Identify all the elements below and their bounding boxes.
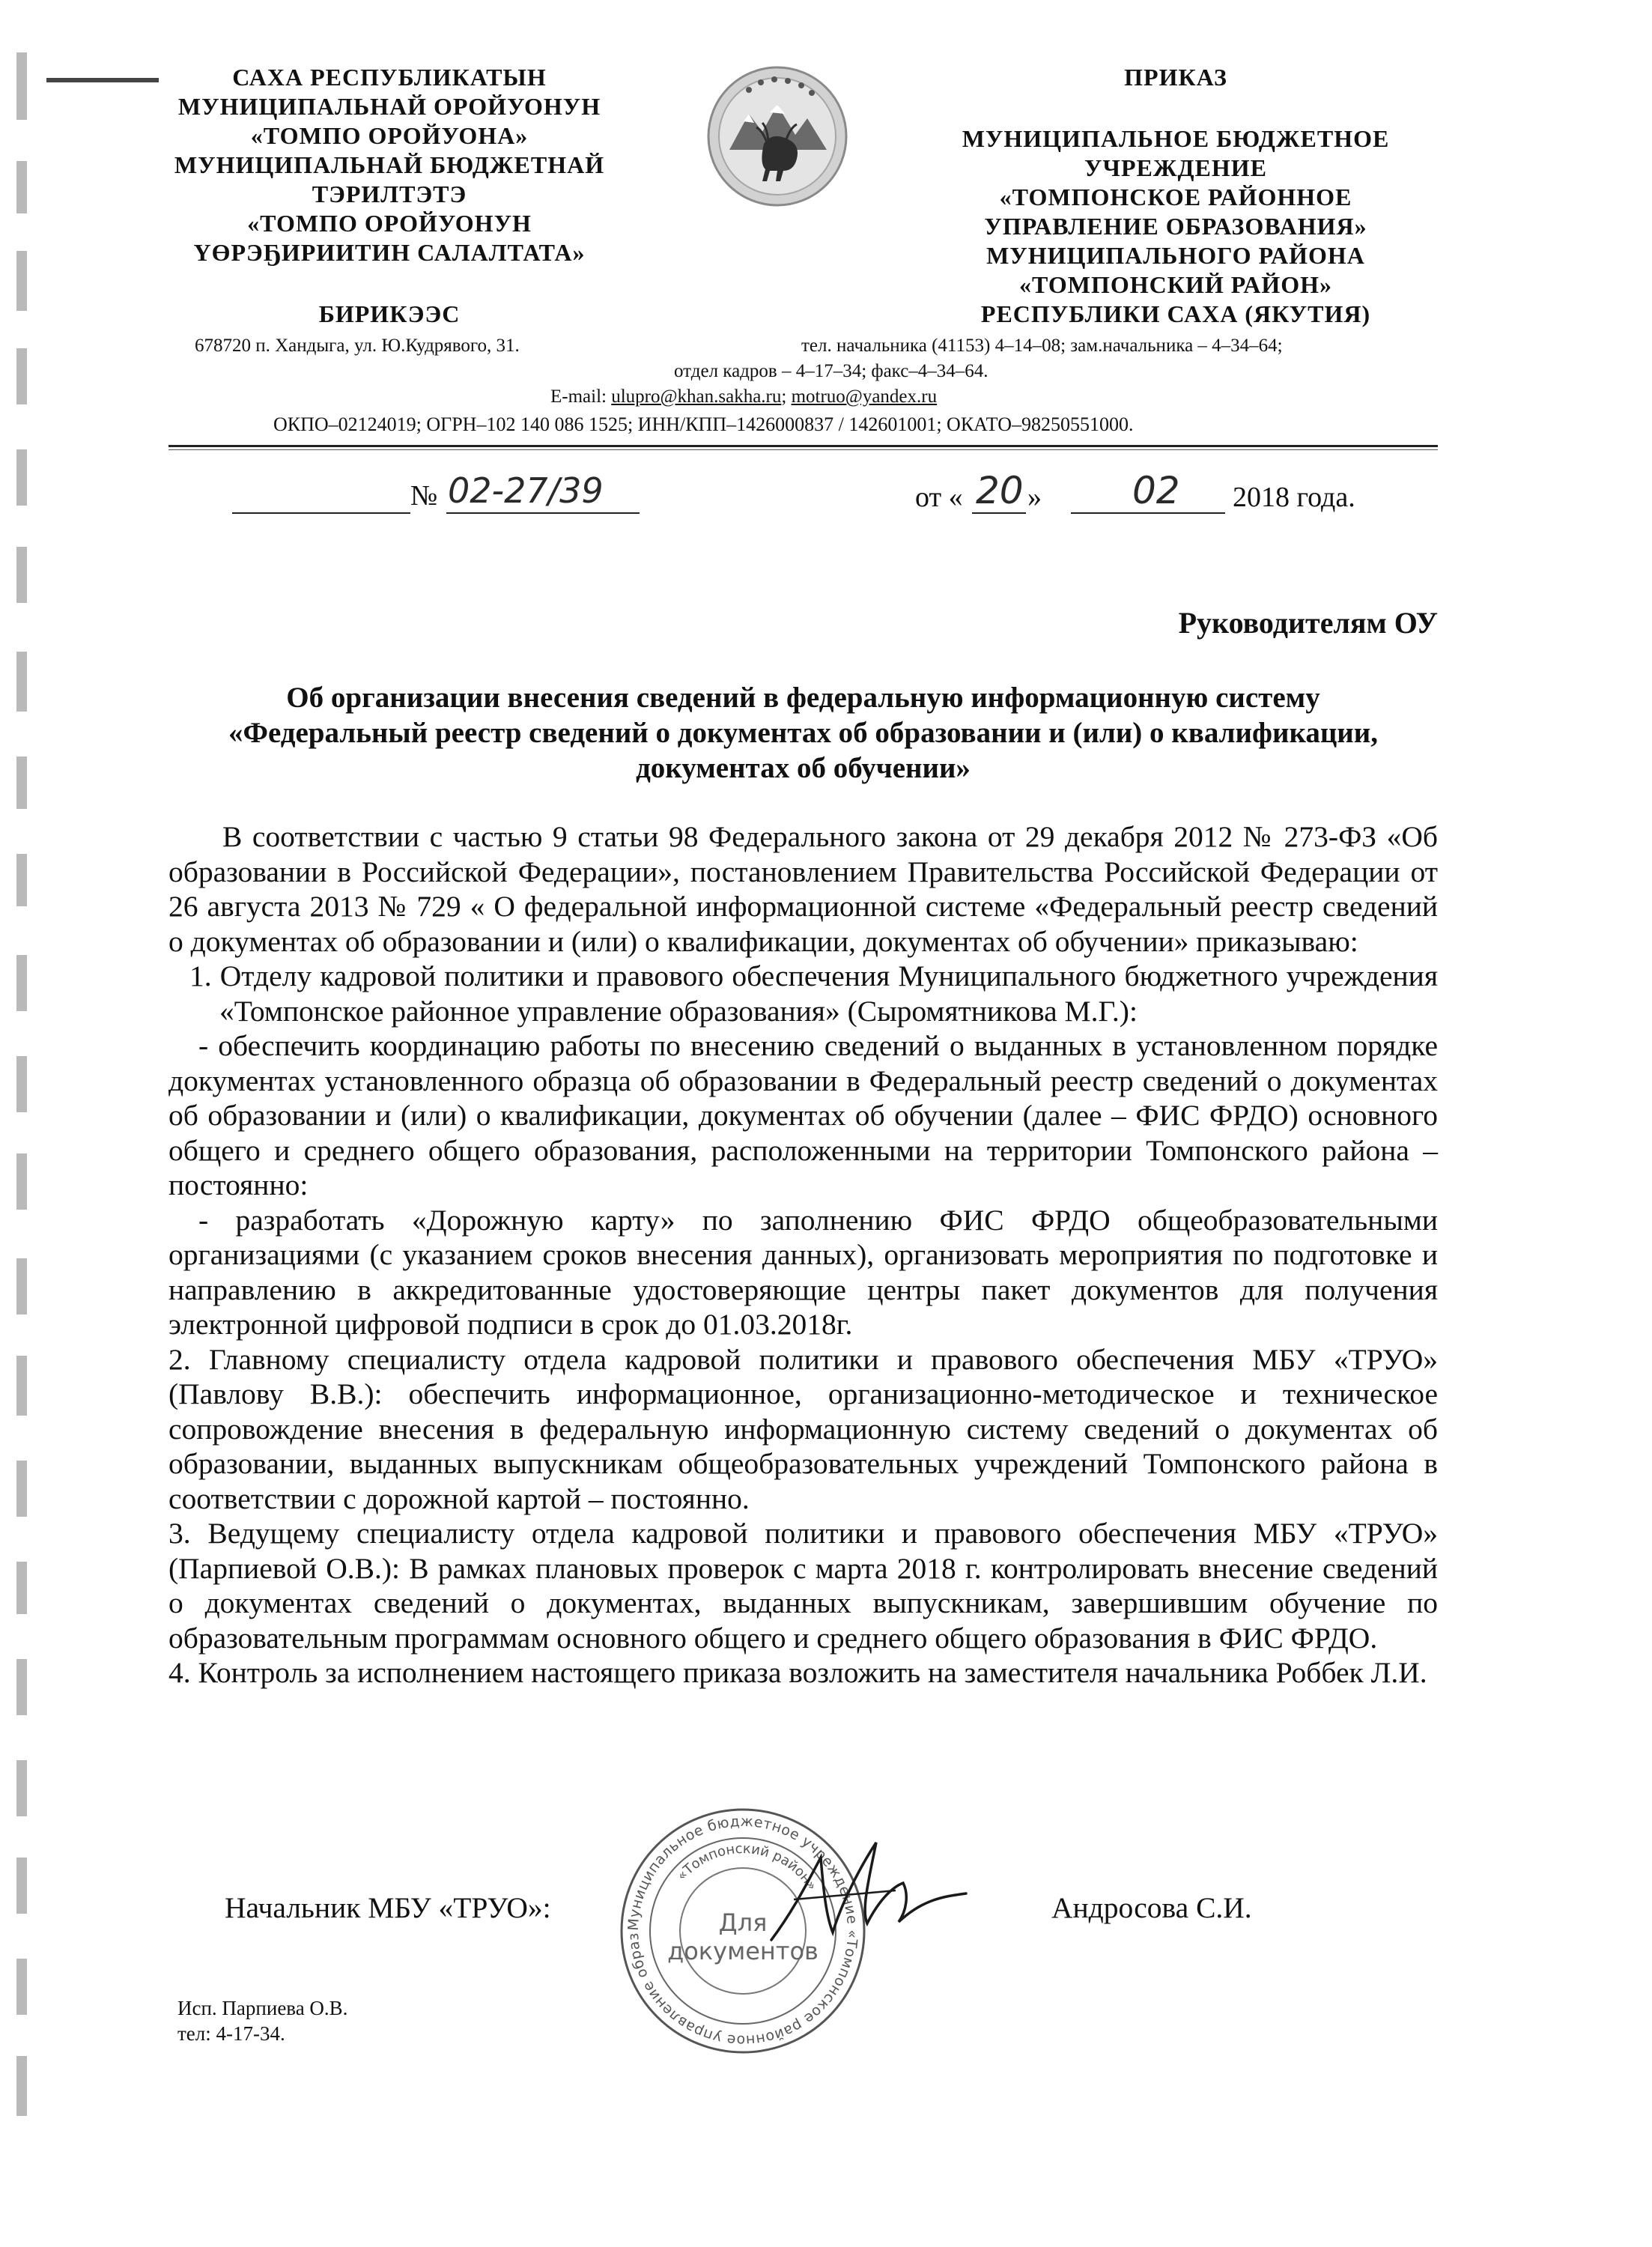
item-1-dash-2: - разработать «Дорожную карту» по заполнению ФИС ФРДО общеобразовательными организациями (с указанием сроков внесения данных), организовать мероприятия по подготовке и направлению в аккредитованные удостоверяющие центры пакет документов для получения электронной цифровой подписи в срок до 01.03.2018г. [168, 1203, 1438, 1341]
header-left-line: «ТОМПО ОРОЙУОНА» [250, 122, 529, 149]
executor-block [177, 1995, 347, 2046]
order-date-year: 2018 года. [1233, 482, 1355, 513]
intro-paragraph: В соответствии с частью 9 статьи 98 Федерального закона от 29 декабря 2012 № 273-ФЗ «Об образовании в Российской Федерации», постановлением Правительства Российской Федерации от 26 августа 2013 № 729 « О федеральной информационной системе «Федеральный реестр сведений о документах об образовании и (или) о квалификации, документах об обучении» приказываю: [168, 820, 1438, 958]
title-line: документах об обучении» [636, 752, 971, 784]
header-right-line: МУНИЦИПАЛЬНОГО РАЙОНА [986, 242, 1365, 269]
header-right-line: МУНИЦИПАЛЬНОЕ БЮДЖЕТНОЕ [962, 125, 1390, 152]
header-right-line: УПРАВЛЕНИЕ ОБРАЗОВАНИЯ» [984, 213, 1367, 240]
header-left-line: МУНИЦИПАЛЬНАЙ ОРОЙУОНУН [177, 93, 601, 120]
order-number: 02-27/39 [448, 470, 604, 511]
header-left-block [161, 63, 618, 267]
item-1-dash-1: - обеспечить координацию работы по внесению сведений о выданных в установленном порядке документах установленного образца об образовании в Федеральный реестр сведений о документах об образовании и (или) о квалификации, документах об обучении (далее – ФИС ФРДО) основного общего и среднего общего образования, расположенными на территории Томпонского района – постоянно: [168, 1029, 1438, 1201]
header-right-block [914, 124, 1438, 329]
header-right-line: «ТОМПОНСКИЙ РАЙОН» [1018, 271, 1332, 298]
header-right-line: УЧРЕЖДЕНИЕ [1084, 154, 1267, 181]
document-body [168, 819, 1438, 1690]
address-line: 678720 п. Хандыга, ул. Ю.Кудрявого, 31. [195, 336, 520, 356]
codes-line: ОКПО–02124019; ОГРН–102 140 086 1525; ИНН/КПП–1426000837 / 142601001; ОКАТО–98250551000. [273, 413, 1134, 435]
signature-name: Андросова С.И. [1051, 1891, 1252, 1924]
header-left-line: «ТОМПО ОРОЙУОНУН [247, 210, 532, 237]
handwritten-signature [749, 1828, 974, 1955]
item-2: 2. Главному специалисту отдела кадровой политики и правового обеспечения МБУ «ТРУО» (Павлову В.В.): обеспечить информационное, организационно-методическое и техническое сопровождение внесения в федеральную информационную систему сведений о документах об образовании, выданных выпускникам общеобразовательных учреждений Томпонского района в соответствии с дорожной картой – постоянно. [168, 1342, 1438, 1515]
title-line: Об организации внесения сведений в федеральную информационную систему [286, 682, 1320, 714]
document-title [168, 680, 1438, 786]
signature-position: Начальник МБУ «ТРУО»: [225, 1891, 551, 1924]
header-right-line: «ТОМПОНСКОЕ РАЙОННОЕ [999, 184, 1352, 210]
stamp-center-line-1: Для [718, 1908, 768, 1937]
header-left-line: ҮӨРЭҔИРИИТИН САЛАЛТАТА» [193, 239, 586, 266]
emblem [702, 60, 852, 210]
header-left-line: МУНИЦИПАЛЬНАЙ БЮДЖЕТНАЙ [174, 151, 605, 178]
header-left-line: САХА РЕСПУБЛИКАТЫН [232, 64, 547, 91]
order-date-day-underline [972, 512, 1026, 514]
item-1: 1. Отделу кадровой политики и правового обеспечения Муниципального бюджетного учреждения «Томпонское районное управление образования» (Сыромятникова М.Г.): [189, 959, 1438, 1028]
header-left-doc-type: БИРИКЭЭС [318, 300, 461, 327]
order-number-underline [446, 512, 640, 514]
executor-phone: тел: 4-17-34. [177, 2022, 285, 2045]
order-date-month-underline [1071, 512, 1225, 514]
title-line: «Федеральный реестр сведений о документах об образовании и (или) о квалификации, [228, 717, 1379, 749]
email-prefix: E-mail: [550, 386, 612, 407]
hr-phones-line: отдел кадров – 4–17–34; факс–4–34–64. [674, 361, 989, 381]
header-divider-thick [168, 445, 1438, 447]
order-date-prefix: от « [915, 482, 963, 513]
order-number-label: № [410, 480, 438, 512]
phones-line: тел. начальника (41153) 4–14–08; зам.начальника – 4–34–64; [801, 336, 1283, 356]
stamp-center-line-2: документов [667, 1937, 819, 1965]
scan-top-mark [46, 78, 159, 82]
email-link-2[interactable]: motruo@yandex.ru [791, 386, 938, 407]
email-separator: ; [781, 386, 792, 407]
email-line [550, 386, 937, 407]
order-number-underline-left [232, 512, 410, 514]
order-date-day: 20 [976, 469, 1024, 512]
email-link-1[interactable]: ulupro@khan.sakha.ru [611, 386, 782, 407]
stamp-outer-text: Муниципальное бюджетное учреждение «Томпонское районное управление образ [625, 1813, 861, 2049]
item-3: 3. Ведущему специалисту отдела кадровой политики и правового обеспечения МБУ «ТРУО» (Парпиевой О.В.): В рамках плановых проверок с марта 2018 г. контролировать внесение сведений о документах сведений о документах, выданных выпускникам, завершившим обучение по образовательным программам основного общего и среднего общего образования в ФИС ФРДО. [168, 1517, 1438, 1655]
order-date-month: 02 [1132, 469, 1180, 512]
executor-name: Исп. Парпиева О.В. [177, 1997, 348, 2019]
item-4: 4. Контроль за исполнением настоящего приказа возложить на заместителя начальника Роббек Л.И. [168, 1656, 1427, 1689]
stamp-inner-text: «Томпонский район» [673, 1840, 820, 1893]
order-date-mid: » [1027, 482, 1042, 513]
header-left-line: ТЭРИЛТЭТЭ [312, 181, 467, 207]
header-right-doc-type: ПРИКАЗ [1124, 64, 1227, 91]
addressee: Руководителям ОУ [1178, 606, 1438, 640]
header-right-line: РЕСПУБЛИКИ САХА (ЯКУТИЯ) [980, 300, 1371, 327]
header-divider-thin [168, 449, 1438, 450]
